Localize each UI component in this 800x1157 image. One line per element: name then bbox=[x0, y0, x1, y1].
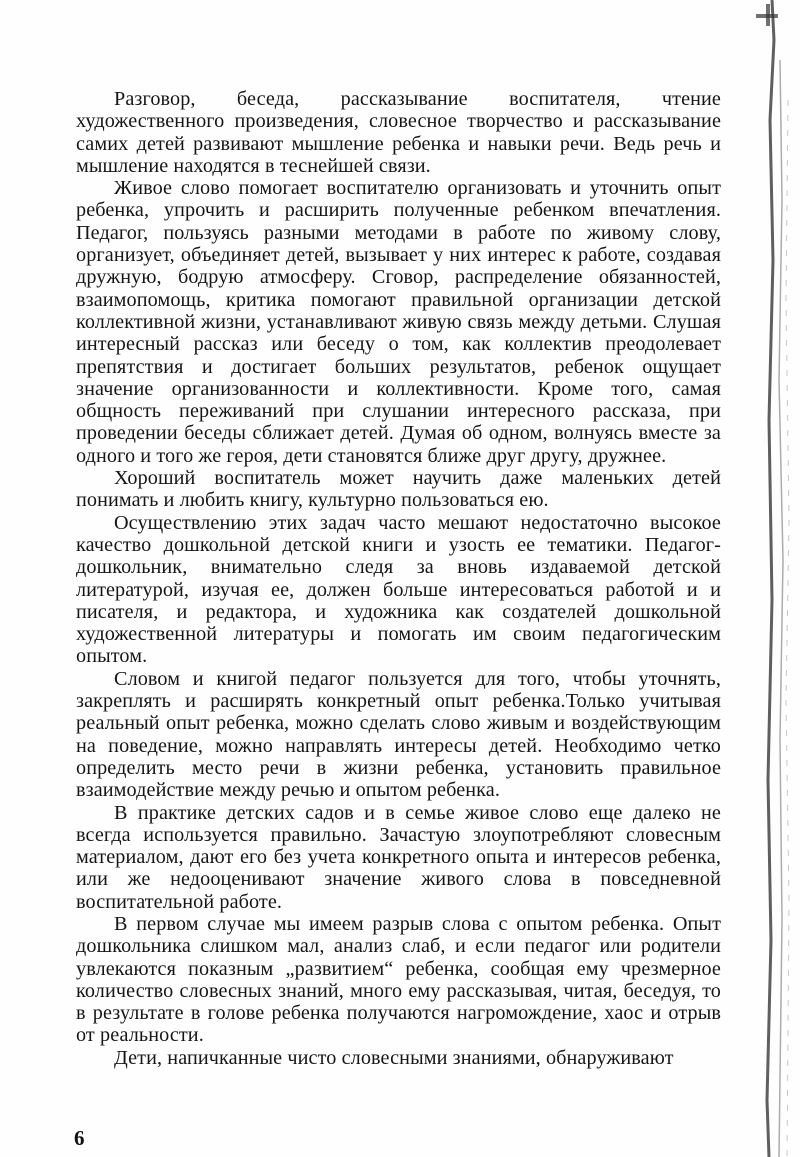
paragraph-4: Осуществлению этих задач часто мешают недостаточно высокое качество дошкольной детской книги и узость ее тематики. Педагог-дошкольник, внимательно следя за вновь издаваемой детской литературой, изучая ее, должен больше интересоваться работой и и писателя, и редактора, и художника как создателей дошкольной художественной литературы и помогать им своим педагогическим опытом. bbox=[76, 511, 721, 668]
body-text bbox=[76, 88, 721, 1069]
paragraph-5: Словом и книгой педагог пользуется для того, чтобы уточнять, закреплять и расширять конкретный опыт ребенка.Только учитывая реальный опыт ребенка, можно сделать слово живым и воздействующим на поведение, можно направлять интересы детей. Необходимо четко определить место речи в жизни ребенка, установить правильное взаимодействие между речью и опытом ребенка. bbox=[76, 667, 721, 802]
paragraph-6: В практике детских садов и в семье живое слово еще далеко не всегда используется правильно. Зачастую злоупотребляют словесным материалом, дают его без учета конкретного опыта и интересов ребенка, или же недооценивают значение живого слова в повседневной воспитательной работе. bbox=[76, 801, 721, 913]
paragraph-8: Дети, напичканные чисто словесными знаниями, обнаруживают bbox=[114, 1046, 674, 1069]
scan-edge-artifact bbox=[736, 0, 800, 1157]
paragraph-7: В первом случае мы имеем разрыв слова с опытом ребенка. Опыт дошкольника слишком мал, анализ слаб, и если педагог или родители увлекаются показным „развитием“ ребенка, сообщая ему чрезмерное количество словесных знаний, много ему рассказывая, читая, беседуя, то в результате в голове ребенка получаются нагромождение, хаос и отрыв от реальности. bbox=[76, 912, 721, 1047]
paragraph-3: Хороший воспитатель может научить даже маленьких детей понимать и любить книгу, культурно пользоваться ею. bbox=[76, 467, 721, 512]
paragraph-1: Разговор, беседа, рассказывание воспитателя, чтение художественного произведения, словесное творчество и рассказывание самих детей развивают мышление ребенка и навыки речи. Ведь речь и мышление находятся в теснейшей связи. bbox=[76, 88, 721, 177]
paragraph-2: Живое слово помогает воспитателю организовать и уточнить опыт ребенка, упрочить и расширить полученные ребенком впечатления. Педагог, пользуясь разными методами в работе по живому слову, организует, объединяет детей, вызывает у них интерес к работе, создавая дружную, бодрую атмосферу. Сговор, распределение обязанностей, взаимопомощь, критика помогают правильной организации детской коллективной жизни, устанавливают живую связь между детьми. Слушая интересный рассказ или беседу о том, как коллектив преодолевает препятствия и достигает больших результатов, ребенок ощущает значение организованности и коллективности. Кроме того, самая общность переживаний при слушании интересного рассказа, при проведении беседы сближает детей. Думая об одном, волнуясь вместе за одного и того же героя, дети становятся ближе друг другу, дружнее. bbox=[76, 177, 721, 467]
page-number: 6 bbox=[74, 1126, 85, 1150]
